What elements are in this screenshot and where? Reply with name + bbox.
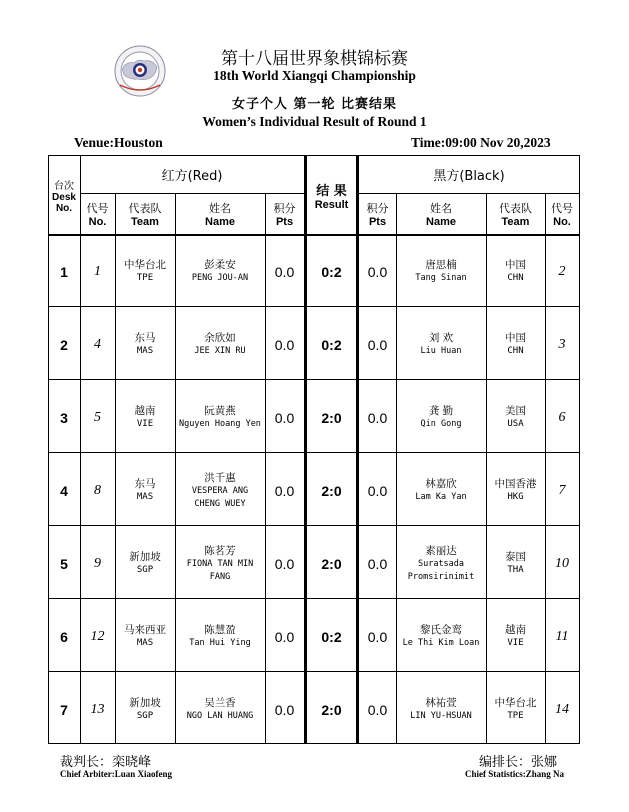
red-player-name-text: 余欣如 xyxy=(204,332,236,345)
game-result xyxy=(307,528,356,599)
black-points xyxy=(359,601,396,672)
red-team xyxy=(115,528,175,599)
game-result-text: 2:0 xyxy=(321,482,342,499)
red-player-name-text: 吴兰香 xyxy=(204,697,236,710)
chief-arbiter-zh: 裁判长：栾晓峰 xyxy=(60,755,152,770)
black-player-name-text: Lam Ka Yan xyxy=(415,492,467,503)
black-player-number xyxy=(545,309,579,380)
red-player-number xyxy=(80,674,115,745)
desk-number-text: 2 xyxy=(60,336,68,353)
header-no-en: No. xyxy=(553,216,571,228)
black-player-number xyxy=(545,236,579,307)
black-team-text: HKG xyxy=(507,492,524,503)
desk-number xyxy=(48,674,80,745)
game-result-text: 0:2 xyxy=(321,628,342,645)
black-points-text: 0.0 xyxy=(367,555,388,572)
black-player-name-text: Le Thi Kim Loan xyxy=(402,638,480,649)
red-team-text: MAS xyxy=(136,492,154,503)
black-player-number-text: 10 xyxy=(555,555,569,571)
game-result xyxy=(307,309,356,380)
black-points-text: 0.0 xyxy=(367,409,388,426)
black-player-number-text: 2 xyxy=(558,263,566,279)
header-no-en: No. xyxy=(88,216,107,228)
red-points xyxy=(265,528,304,599)
black-points-text: 0.0 xyxy=(367,263,388,280)
red-player-name-text: Tan Hui Ying xyxy=(189,638,251,649)
black-player-name-text: 刘 欢 xyxy=(428,332,454,345)
black-player-name xyxy=(396,236,486,307)
red-team-text: SGP xyxy=(136,711,154,722)
black-points-text: 0.0 xyxy=(367,336,388,353)
desk-number-text: 5 xyxy=(60,555,68,572)
header-team-zh: 代表队 xyxy=(128,202,162,215)
header-red xyxy=(80,156,304,193)
red-team-text: 越南 xyxy=(134,404,156,417)
black-points xyxy=(359,236,396,307)
red-player-name-text: Nguyen Hoang Yen xyxy=(179,419,261,430)
red-team xyxy=(115,309,175,380)
desk-number xyxy=(48,309,80,380)
title-chinese: 第十八届世界象棋锦标赛 xyxy=(221,49,408,69)
header-red-label: 红方(Red) xyxy=(161,169,223,184)
black-player-number-text: 11 xyxy=(555,628,569,644)
header-pts-zh: 积分 xyxy=(273,202,296,215)
time-label: Time:09:00 Nov 20,2023 xyxy=(411,135,551,150)
game-result-text: 0:2 xyxy=(321,263,342,280)
header-name-en: Name xyxy=(426,216,456,228)
black-player-name-text: Qin Gong xyxy=(420,419,462,430)
black-team xyxy=(486,382,545,453)
game-result xyxy=(307,601,356,672)
header-team-en: Team xyxy=(501,216,530,228)
red-player-number xyxy=(80,309,115,380)
desk-number-text: 4 xyxy=(60,482,68,499)
game-result-text: 0:2 xyxy=(321,336,342,353)
header-result-en: Result xyxy=(314,198,349,211)
red-player-name-text: 彭柔安 xyxy=(204,259,236,272)
black-points xyxy=(359,455,396,526)
header-red-team xyxy=(115,194,175,234)
header-red-no xyxy=(80,194,115,234)
header-black-name xyxy=(396,194,486,234)
red-player-number-text: 1 xyxy=(94,263,101,279)
black-team-text: 越南 xyxy=(505,623,526,636)
black-player-number xyxy=(545,601,579,672)
venue-label: Venue:Houston xyxy=(74,135,163,150)
subtitle-chinese: 女子个人 第一轮 比赛结果 xyxy=(231,97,398,112)
game-result xyxy=(307,236,356,307)
red-player-name xyxy=(175,309,265,380)
black-player-name-text: Suratsada xyxy=(417,559,465,570)
red-points xyxy=(265,236,304,307)
red-points xyxy=(265,601,304,672)
desk-number xyxy=(48,236,80,307)
header-desk xyxy=(48,156,80,234)
red-team xyxy=(115,455,175,526)
red-team xyxy=(115,601,175,672)
red-points xyxy=(265,674,304,745)
black-player-number-text: 7 xyxy=(558,482,566,498)
red-points-text: 0.0 xyxy=(274,701,295,718)
header-pts-zh: 积分 xyxy=(366,202,389,215)
red-team-text: 马来西亚 xyxy=(124,623,166,636)
desk-number-text: 6 xyxy=(60,628,68,645)
red-points-text: 0.0 xyxy=(274,336,295,353)
black-team-text: 中国 xyxy=(505,331,526,344)
chief-arbiter-en: Chief Arbiter:Luan Xiaofeng xyxy=(60,769,172,779)
black-team xyxy=(486,528,545,599)
desk-number-text: 3 xyxy=(60,409,68,426)
black-team-text: 中国香港 xyxy=(494,477,537,490)
black-player-number xyxy=(545,674,579,745)
game-result xyxy=(307,382,356,453)
black-player-name-text: Liu Huan xyxy=(420,346,462,357)
game-result xyxy=(307,455,356,526)
black-points-text: 0.0 xyxy=(367,701,388,718)
red-player-number xyxy=(80,382,115,453)
red-team-text: MAS xyxy=(136,638,154,649)
header-name-en: Name xyxy=(205,216,235,228)
black-player-name-text: 唐思楠 xyxy=(425,259,457,272)
header-black xyxy=(359,156,579,193)
black-player-number-text: 14 xyxy=(555,701,569,717)
red-player-name-text: NGO LAN HUANG xyxy=(186,711,254,722)
game-result-text: 2:0 xyxy=(321,701,342,718)
red-player-number xyxy=(80,455,115,526)
red-player-name-text: JEE XIN RU xyxy=(194,346,246,357)
chief-statistics-en: Chief Statistics:Zhang Na xyxy=(465,769,565,779)
black-team-text: 中华台北 xyxy=(494,696,537,709)
header-result-zh: 结 果 xyxy=(316,183,347,199)
red-player-number-text: 9 xyxy=(94,555,101,571)
red-player-name xyxy=(175,455,265,526)
black-points xyxy=(359,382,396,453)
desk-number-text: 1 xyxy=(60,263,68,280)
black-player-number xyxy=(545,528,579,599)
red-player-name-text: VESPERA ANG xyxy=(191,486,249,497)
header-black-no xyxy=(545,194,579,234)
black-points-text: 0.0 xyxy=(367,482,388,499)
red-player-name xyxy=(175,601,265,672)
header-red-name xyxy=(175,194,265,234)
black-team-text: USA xyxy=(507,419,524,430)
red-points xyxy=(265,455,304,526)
black-team-text: 泰国 xyxy=(505,550,526,563)
black-player-number-text: 3 xyxy=(558,336,566,352)
black-team-text: CHN xyxy=(507,346,524,357)
red-points-text: 0.0 xyxy=(274,555,295,572)
header-black-pts xyxy=(359,194,396,234)
black-player-name xyxy=(396,674,486,745)
red-team-text: 中华台北 xyxy=(124,258,166,271)
desk-number xyxy=(48,528,80,599)
black-player-number-text: 6 xyxy=(558,409,566,425)
black-team-text: THA xyxy=(507,565,524,576)
header-pts-en: Pts xyxy=(368,216,387,228)
red-team-text: 新加坡 xyxy=(129,550,161,563)
red-player-name xyxy=(175,236,265,307)
black-player-name-text: 素丽达 xyxy=(425,545,457,558)
game-result-text: 2:0 xyxy=(321,555,342,572)
black-points xyxy=(359,674,396,745)
header-team-en: Team xyxy=(131,216,159,228)
black-team-text: CHN xyxy=(507,273,524,284)
black-team xyxy=(486,601,545,672)
red-points-text: 0.0 xyxy=(274,263,295,280)
black-player-name-text: 龚 勤 xyxy=(428,405,454,418)
subtitle-english: Women’s Individual Result of Round 1 xyxy=(202,114,427,129)
red-team xyxy=(115,236,175,307)
header-no-zh: 代号 xyxy=(551,202,573,215)
red-team xyxy=(115,382,175,453)
red-player-number xyxy=(80,528,115,599)
black-points xyxy=(359,309,396,380)
red-player-number-text: 8 xyxy=(94,482,101,498)
black-team-text: TPE xyxy=(507,711,524,722)
red-team-text: SGP xyxy=(136,565,154,576)
red-player-name-text: 陈慧盈 xyxy=(204,624,236,637)
red-player-name xyxy=(175,674,265,745)
header-name-zh: 姓名 xyxy=(209,202,231,215)
black-player-name xyxy=(396,455,486,526)
header-team-zh: 代表队 xyxy=(499,202,532,215)
chief-statistics-zh: 编排长：张娜 xyxy=(479,755,558,770)
black-player-name-text: Promsirinimit xyxy=(407,571,475,582)
red-team-text: MAS xyxy=(136,346,154,357)
black-player-name-text: 林祐萱 xyxy=(425,697,457,710)
header-result xyxy=(307,156,356,234)
red-points xyxy=(265,382,304,453)
game-result xyxy=(307,674,356,745)
red-player-number xyxy=(80,601,115,672)
black-team xyxy=(486,455,545,526)
header-name-zh: 姓名 xyxy=(430,202,452,215)
red-team-text: 新加坡 xyxy=(129,696,161,709)
red-player-name xyxy=(175,528,265,599)
red-team-text: 东马 xyxy=(134,331,156,344)
black-player-name-text: Tang Sinan xyxy=(415,273,467,284)
red-team xyxy=(115,674,175,745)
black-player-name-text: LIN YU-HSUAN xyxy=(410,711,472,722)
black-player-name xyxy=(396,528,486,599)
desk-number-text: 7 xyxy=(60,701,68,718)
red-player-name-text: 陈茗芳 xyxy=(204,545,236,558)
red-player-name-text: FANG xyxy=(209,571,231,582)
red-player-number xyxy=(80,236,115,307)
red-team-text: VIE xyxy=(136,419,154,430)
header-desk-no: No. xyxy=(55,202,73,214)
red-player-number-text: 5 xyxy=(94,409,101,425)
desk-number xyxy=(48,601,80,672)
results-table xyxy=(48,156,580,744)
black-team xyxy=(486,236,545,307)
black-player-number xyxy=(545,382,579,453)
divider xyxy=(579,156,580,744)
header-desk-en: Desk xyxy=(52,191,76,203)
black-player-name xyxy=(396,382,486,453)
header-no-zh: 代号 xyxy=(86,202,109,215)
red-player-name-text: 洪千惠 xyxy=(204,472,236,485)
red-team-text: 东马 xyxy=(134,477,156,490)
red-player-number-text: 13 xyxy=(90,701,105,717)
black-points xyxy=(359,528,396,599)
red-player-name-text: CHENG WUEY xyxy=(194,498,246,509)
red-player-name-text: 阮黄燕 xyxy=(204,405,236,418)
desk-number xyxy=(48,455,80,526)
red-player-name-text: PENG JOU-AN xyxy=(191,273,249,284)
red-player-name-text: FIONA TAN MIN xyxy=(186,559,254,570)
red-player-number-text: 12 xyxy=(90,628,105,644)
header-red-pts xyxy=(265,194,304,234)
header-desk-zh: 台次 xyxy=(54,180,74,192)
red-points xyxy=(265,309,304,380)
header-black-team xyxy=(486,194,545,234)
black-team xyxy=(486,309,545,380)
black-player-number xyxy=(545,455,579,526)
black-player-name-text: 黎氏金鸾 xyxy=(420,624,462,637)
black-team-text: 中国 xyxy=(505,258,526,271)
title-english: 18th World Xiangqi Championship xyxy=(213,68,416,83)
game-result-text: 2:0 xyxy=(321,409,342,426)
header-pts-en: Pts xyxy=(275,216,294,228)
black-team xyxy=(486,674,545,745)
black-player-name xyxy=(396,601,486,672)
black-player-name xyxy=(396,309,486,380)
black-player-name-text: 林嘉欣 xyxy=(425,478,457,491)
header-black-label: 黑方(Black) xyxy=(433,169,505,184)
red-points-text: 0.0 xyxy=(274,409,295,426)
black-team-text: 美国 xyxy=(505,404,526,417)
red-player-name xyxy=(175,382,265,453)
red-points-text: 0.0 xyxy=(274,628,295,645)
black-points-text: 0.0 xyxy=(367,628,388,645)
red-points-text: 0.0 xyxy=(274,482,295,499)
desk-number xyxy=(48,382,80,453)
red-team-text: TPE xyxy=(136,273,154,284)
red-player-number-text: 4 xyxy=(94,336,101,352)
black-team-text: VIE xyxy=(507,638,524,649)
